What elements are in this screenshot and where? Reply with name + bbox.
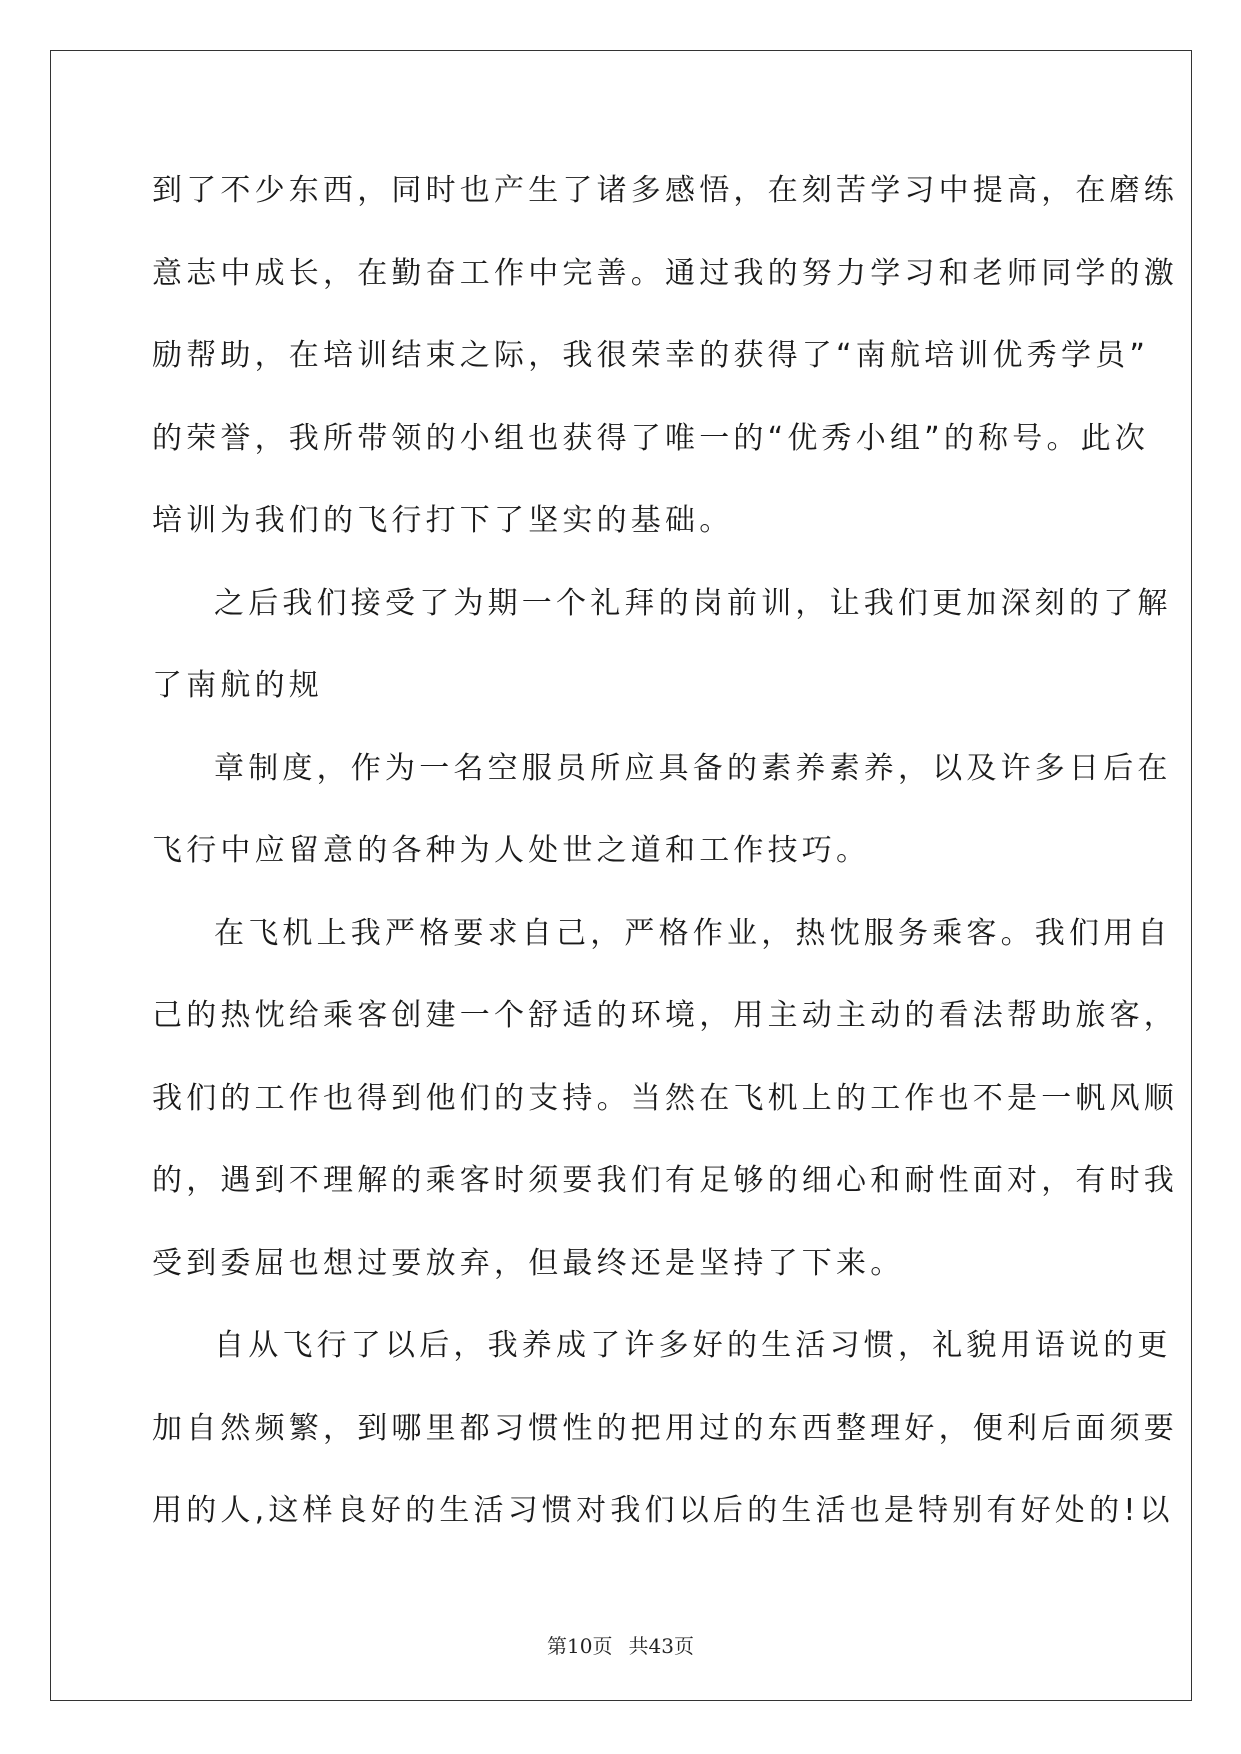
current-page-label: 第10页 [547,1634,613,1658]
text-line-1: 到了不少东西，同时也产生了诸多感悟，在刻苦学习中提高，在磨练 [152,173,1178,208]
text-line-9: 飞行中应留意的各种为人处世之道和工作技巧。 [152,833,871,868]
text-line-5: 培训为我们的飞行打下了坚实的基础。 [152,503,734,538]
text-line-6: 之后我们接受了为期一个礼拜的岗前训，让我们更加深刻的了解 [214,585,1172,621]
text-line-15: 自从飞行了以后，我养成了许多好的生活习惯，礼貌用语说的更 [214,1328,1172,1363]
text-line-14: 受到委屈也想过要放弃，但最终还是坚持了下来。 [152,1245,905,1281]
text-line-17: 用的人,这样良好的生活习惯对我们以后的生活也是特别有好处的!以 [152,1493,1174,1528]
text-line-12: 我们的工作也得到他们的支持。当然在飞机上的工作也不是一帆风顺 [152,1080,1178,1116]
body-text [152,163,1178,1566]
text-line-2: 意志中成长，在勤奋工作中完善。通过我的努力学习和老师同学的激 [152,255,1178,291]
text-line-10: 在飞机上我严格要求自己，严格作业，热忱服务乘客。我们用自 [214,915,1172,951]
text-line-11: 己的热忱给乘客创建一个舒适的环境，用主动主动的看法帮助旅客， [152,998,1178,1033]
text-line-4: 的荣誉，我所带领的小组也获得了唯一的“优秀小组”的称号。此次 [152,420,1150,456]
text-line-7: 了南航的规 [152,668,323,703]
page-footer [0,1630,1241,1659]
text-line-8: 章制度，作为一名空服员所应具备的素养素养，以及许多日后在 [214,750,1172,786]
text-line-3: 励帮助，在培训结束之际，我很荣幸的获得了“南航培训优秀学员” [152,338,1150,373]
text-line-16: 加自然频繁，到哪里都习惯性的把用过的东西整理好，便利后面须要 [152,1410,1178,1446]
text-line-13: 的，遇到不理解的乘客时须要我们有足够的细心和耐性面对，有时我 [152,1163,1178,1198]
total-pages-label: 共43页 [628,1634,694,1658]
